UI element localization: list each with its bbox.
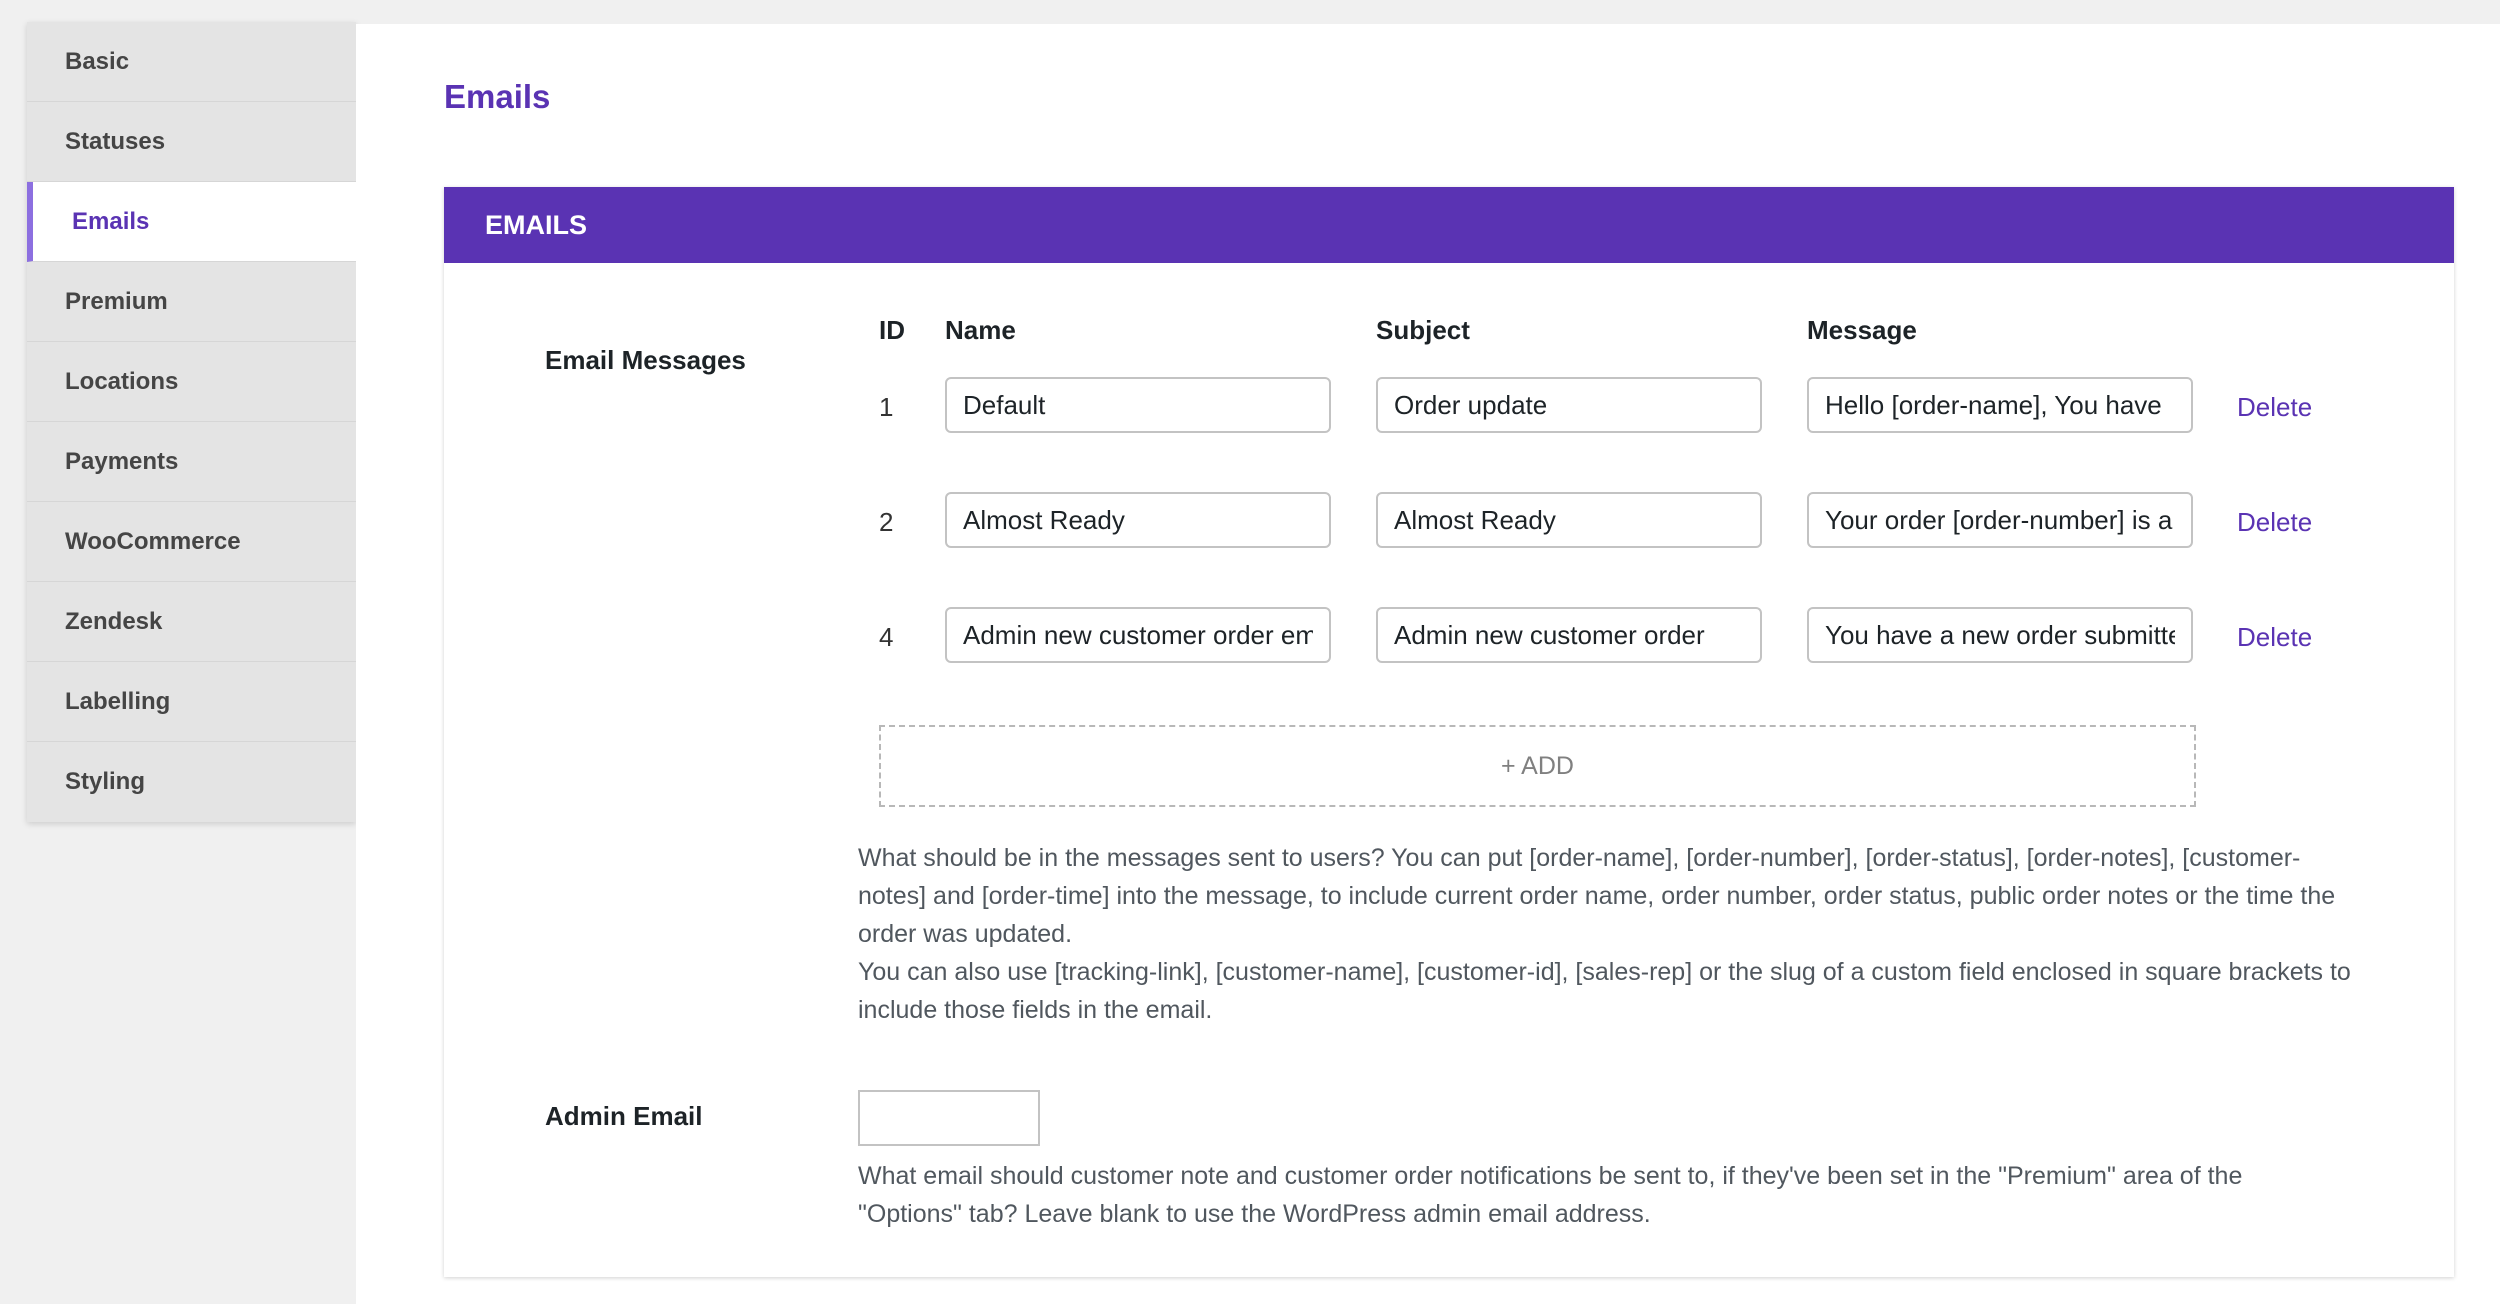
row-3-subject-input[interactable] <box>1376 607 1762 663</box>
row-1-subject-input[interactable] <box>1376 377 1762 433</box>
messages-help-text-1: What should be in the messages sent to users? You can put [order-name], [order-number], [order-status], [order-notes], [customer-notes] and [order-time] into the message, to include current order name, order number, order status, public order notes or the time the order was updated. <box>858 844 2336 948</box>
row-1-id: 1 <box>879 392 894 422</box>
row-3-message-input[interactable] <box>1807 607 2193 663</box>
row-2-message-input[interactable] <box>1807 492 2193 548</box>
sidebar-item-locations[interactable]: Locations <box>27 342 356 422</box>
messages-help-text-2: You can also use [tracking-link], [customer-name], [customer-id], [sales-rep] or the slug of a custom field enclosed in square brackets to include those fields in the email. <box>858 958 2351 1024</box>
add-email-button[interactable]: + ADD <box>879 725 2196 807</box>
row-2-id: 2 <box>879 507 894 537</box>
admin-email-help-text: What email should customer note and customer order notifications be sent to, if they've been set in the "Premium" area of the "Options" tab? Leave blank to use the WordPress admin email address. <box>858 1162 2243 1228</box>
column-header-subject: Subject <box>1376 315 1470 345</box>
row-3-id: 4 <box>879 622 894 652</box>
email-messages-label: Email Messages <box>545 345 746 375</box>
emails-panel <box>444 187 2454 1277</box>
row-2-delete-link[interactable]: Delete <box>2237 507 2313 537</box>
row-3-name-input[interactable] <box>945 607 1331 663</box>
row-1-message-input[interactable] <box>1807 377 2193 433</box>
sidebar-item-zendesk[interactable]: Zendesk <box>27 582 356 662</box>
sidebar-item-basic[interactable]: Basic <box>27 22 356 102</box>
admin-email-label: Admin Email <box>545 1101 703 1131</box>
row-2-name-input[interactable] <box>945 492 1331 548</box>
row-3-delete-link[interactable]: Delete <box>2237 622 2313 652</box>
sidebar-item-premium[interactable]: Premium <box>27 262 356 342</box>
sidebar-item-payments[interactable]: Payments <box>27 422 356 502</box>
admin-email-input[interactable] <box>858 1090 1040 1146</box>
sidebar-item-woocommerce[interactable]: WooCommerce <box>27 502 356 582</box>
sidebar-item-labelling[interactable]: Labelling <box>27 662 356 742</box>
row-1-delete-link[interactable]: Delete <box>2237 392 2313 422</box>
column-header-id: ID <box>879 315 905 345</box>
top-strip <box>0 0 2500 24</box>
sidebar-item-styling[interactable]: Styling <box>65 768 146 795</box>
main-content <box>356 24 2500 1304</box>
sidebar-item-emails[interactable]: Emails <box>27 182 356 262</box>
column-header-name: Name <box>945 315 1016 345</box>
page-title: Emails <box>444 78 551 115</box>
row-2-subject-input[interactable] <box>1376 492 1762 548</box>
column-header-message: Message <box>1807 315 1917 345</box>
panel-header: EMAILS <box>444 187 2454 263</box>
row-1-name-input[interactable] <box>945 377 1331 433</box>
sidebar-item-statuses[interactable]: Statuses <box>27 102 356 182</box>
settings-sidebar <box>27 22 356 822</box>
